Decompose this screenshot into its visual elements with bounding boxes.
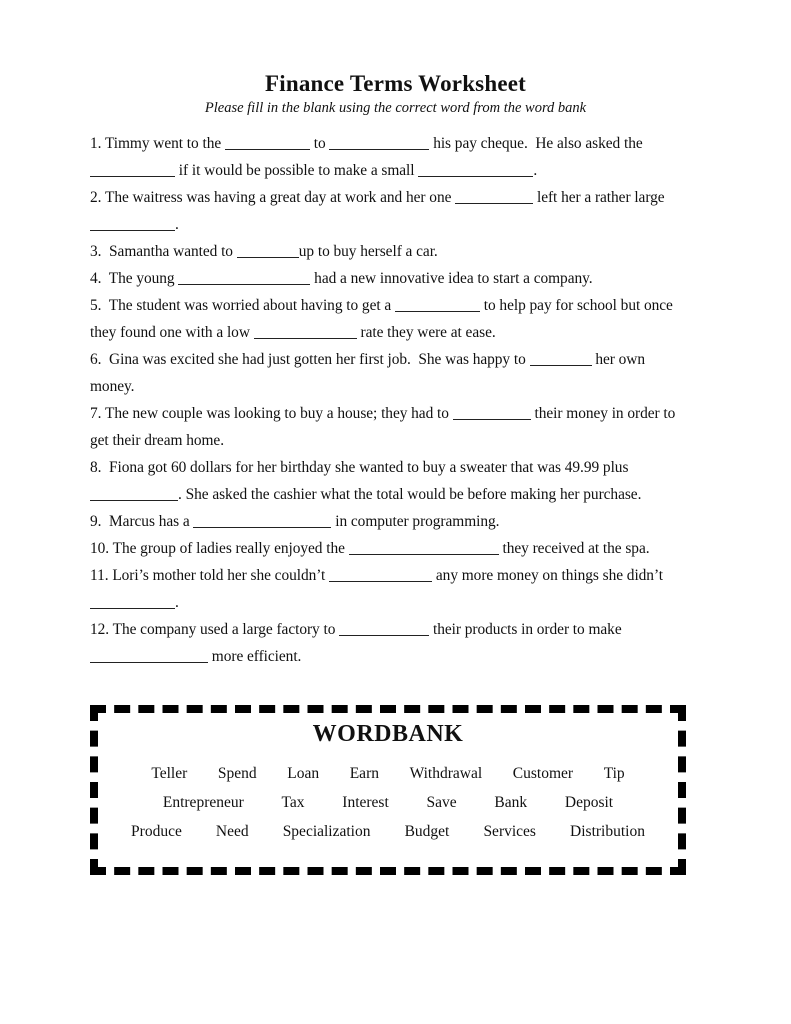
wordbank-word[interactable]: Customer [512, 765, 574, 783]
answer-blank[interactable] [178, 270, 310, 285]
questions-list [90, 130, 702, 670]
question-text: 12. The company used a large factory to [90, 621, 340, 638]
wordbank-word[interactable]: Tip [603, 765, 625, 783]
question-text: if it would be possible to make a small [175, 162, 419, 179]
answer-blank[interactable] [349, 540, 499, 555]
wordbank-word[interactable]: Interest [342, 794, 389, 812]
question-text: get their dream home. [90, 432, 224, 449]
wordbank-word[interactable]: Bank [494, 794, 528, 812]
question-text: 1. Timmy went to the [90, 135, 225, 152]
question-text: rate they were at ease. [356, 324, 496, 341]
question-text: up to buy herself a car. [298, 243, 438, 260]
wordbank-row [110, 817, 666, 846]
question-text: his pay cheque. He also asked the [429, 135, 643, 152]
question-text: . [175, 216, 179, 233]
question-text: . [175, 594, 179, 611]
question-line [90, 184, 702, 211]
wordbank-word[interactable]: Teller [151, 765, 188, 783]
wordbank-heading: WORDBANK [312, 721, 464, 747]
question-line [90, 535, 702, 562]
wordbank-box [90, 705, 686, 875]
question-text: 6. Gina was excited she had just gotten her first job. She was happy to [90, 351, 530, 368]
question-text: her own [591, 351, 646, 368]
answer-blank[interactable] [254, 324, 357, 339]
question-line [90, 292, 702, 319]
answer-blank[interactable] [90, 486, 178, 501]
wordbank-row [110, 759, 666, 788]
question-line [90, 562, 702, 589]
instructions-text: Please fill in the blank using the correct word from the word bank [204, 100, 587, 117]
answer-blank[interactable] [339, 621, 429, 636]
question-text: 8. Fiona got 60 dollars for her birthday she wanted to buy a sweater that was 49.99 plus [90, 459, 629, 476]
wordbank-word[interactable]: Budget [404, 823, 450, 841]
question-text: more efficient. [208, 648, 302, 665]
question-text: 4. The young [90, 270, 179, 287]
wordbank-word[interactable]: Entrepreneur [162, 794, 244, 812]
question-text: their money in order to [530, 405, 676, 422]
wordbank-word[interactable]: Produce [131, 823, 182, 841]
question-text: to [309, 135, 330, 152]
page-title: Finance Terms Worksheet [264, 71, 526, 96]
question-line [90, 238, 702, 265]
question-line [90, 427, 702, 454]
wordbank-word[interactable]: Save [426, 794, 457, 812]
question-text: 11. Lori’s mother told her she couldn’t [90, 567, 330, 584]
question-line [90, 616, 702, 643]
question-text: 2. The waitress was having a great day at work and her one [90, 189, 456, 206]
question-text: money. [90, 378, 135, 395]
wordbank-word[interactable]: Loan [287, 765, 320, 783]
question-line [90, 508, 702, 535]
question-text: 7. The new couple was looking to buy a house; they had to [90, 405, 453, 422]
answer-blank[interactable] [90, 648, 208, 663]
question-text: to help pay for school but once [479, 297, 673, 314]
question-text: . She asked the cashier what the total would be before making her purchase. [178, 486, 642, 503]
wordbank-word[interactable]: Deposit [564, 794, 614, 812]
wordbank-word[interactable]: Earn [349, 765, 379, 783]
worksheet-header [0, 72, 791, 118]
question-text: 9. Marcus has a [90, 513, 194, 530]
question-line [90, 265, 702, 292]
question-text: . [533, 162, 538, 179]
wordbank-word[interactable]: Withdrawal [409, 765, 483, 783]
answer-blank[interactable] [225, 135, 310, 150]
question-text: any more money on things she didn’t [432, 567, 663, 584]
answer-blank[interactable] [418, 162, 533, 177]
question-line [90, 481, 702, 508]
question-line [90, 211, 702, 238]
question-line [90, 454, 702, 481]
question-line [90, 319, 702, 346]
answer-blank[interactable] [453, 405, 531, 420]
answer-blank[interactable] [90, 594, 175, 609]
question-text: in computer programming. [331, 513, 500, 530]
answer-blank[interactable] [395, 297, 480, 312]
wordbank-word[interactable]: Specialization [282, 823, 371, 841]
answer-blank[interactable] [329, 135, 429, 150]
question-line [90, 589, 702, 616]
question-text: had a new innovative idea to start a company. [310, 270, 593, 287]
wordbank-word[interactable]: Need [215, 823, 249, 841]
question-text: their products in order to make [429, 621, 622, 638]
answer-blank[interactable] [237, 243, 299, 258]
question-line [90, 130, 702, 157]
question-text: they received at the spa. [498, 540, 650, 557]
answer-blank[interactable] [90, 216, 175, 231]
question-text: 5. The student was worried about having to get a [90, 297, 395, 314]
wordbank-word-rows [98, 759, 678, 846]
answer-blank[interactable] [193, 513, 331, 528]
wordbank-word[interactable]: Distribution [570, 823, 645, 841]
question-text: left her a rather large [533, 189, 665, 206]
answer-blank[interactable] [455, 189, 533, 204]
answer-blank[interactable] [90, 162, 175, 177]
question-line [90, 373, 702, 400]
answer-blank[interactable] [530, 351, 592, 366]
answer-blank[interactable] [329, 567, 432, 582]
question-text: 10. The group of ladies really enjoyed the [90, 540, 349, 557]
question-line [90, 643, 702, 670]
wordbank-word[interactable]: Tax [281, 794, 305, 812]
question-text: 3. Samantha wanted to [90, 243, 237, 260]
wordbank-row [110, 788, 666, 817]
wordbank-word[interactable]: Services [483, 823, 536, 841]
question-line [90, 400, 702, 427]
question-line [90, 157, 702, 184]
wordbank-word[interactable]: Spend [217, 765, 257, 783]
question-line [90, 346, 702, 373]
question-text: they found one with a low [90, 324, 254, 341]
